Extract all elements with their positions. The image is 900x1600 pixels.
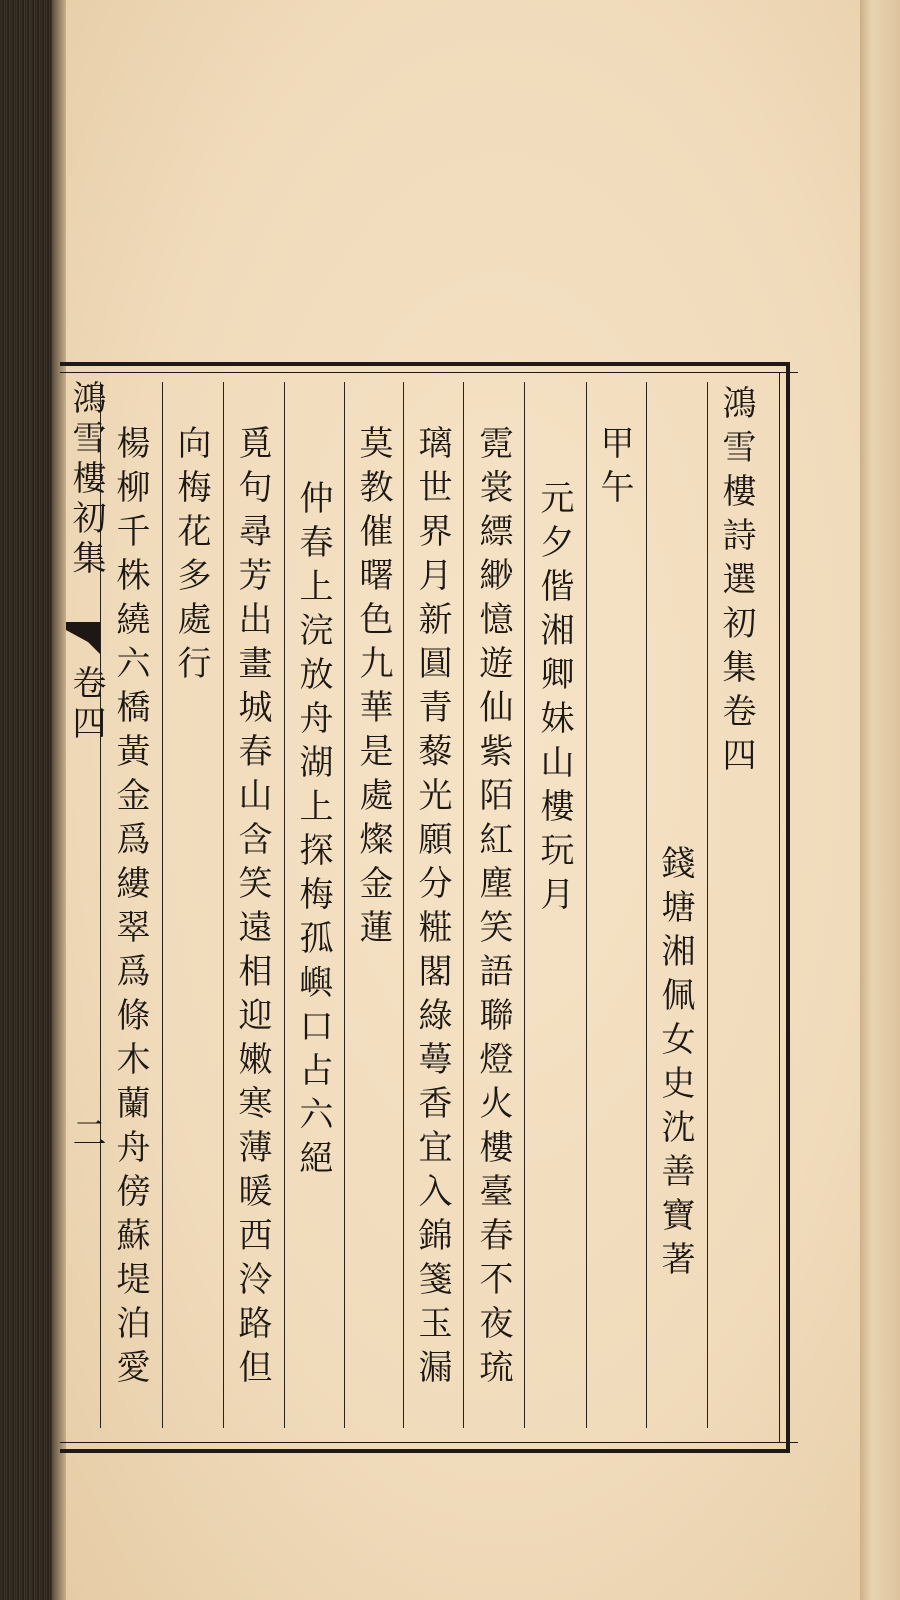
poem-line: 楊柳千株繞六橋黃金爲縷翠爲條木蘭舟傍蘇堤泊愛	[110, 425, 150, 1393]
poem-line: 向梅花多處行	[171, 425, 211, 689]
column-rule	[344, 382, 345, 1428]
column-rule	[524, 382, 525, 1428]
fish-tail-ornament	[66, 620, 100, 658]
page-edge-stack	[0, 0, 66, 1600]
column-rule	[284, 382, 285, 1428]
poem-line: 霓裳縹緲憶遊仙紫陌紅塵笑語聯燈火樓臺春不夜琉	[473, 425, 513, 1393]
poem-line: 覓句尋芳出畫城春山含笑遠相迎嫩寒薄暖西泠路但	[232, 425, 272, 1393]
volume-title: 鴻雪樓詩選初集卷四	[716, 385, 756, 781]
column-rule	[463, 382, 464, 1428]
section-heading: 甲午	[594, 425, 634, 513]
column-rule	[646, 382, 647, 1428]
author-line: 錢塘湘佩女史沈善寶著	[655, 845, 695, 1285]
poem-title: 仲春上浣放舟湖上探梅孤嶼口占六絕	[293, 480, 333, 1184]
column-rule	[162, 382, 163, 1428]
next-page-edge	[860, 0, 900, 1600]
column-rule	[707, 382, 708, 1428]
margin-volume: 卷四	[66, 665, 106, 745]
poem-title: 元夕偕湘卿妹山樓玩月	[534, 480, 574, 920]
margin-book-name: 鴻雪樓初集	[66, 380, 106, 580]
poem-line: 璃世界月新圓青藜光願分糚閣綠蕚香宜入錦箋玉漏	[412, 425, 452, 1393]
column-rule	[223, 382, 224, 1428]
poem-line: 莫教催曙色九華是處燦金蓮	[353, 425, 393, 953]
margin-page-number: 二	[66, 1115, 106, 1155]
column-rule	[586, 382, 587, 1428]
column-rule	[403, 382, 404, 1428]
